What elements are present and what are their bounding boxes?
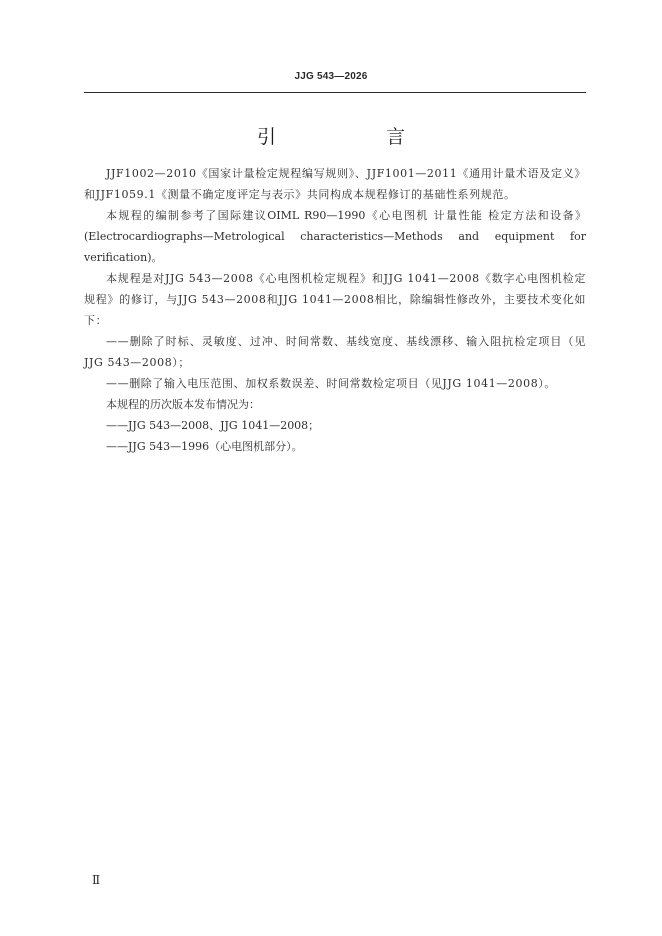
header-rule xyxy=(84,92,586,93)
list-item-history-1: ——JJG 543—2008、JJG 1041—2008； xyxy=(106,419,320,432)
document-code-header: JJG 543—2026 xyxy=(294,71,368,82)
paragraph-revision: 本规程是对JJG 543—2008《心电图机检定规程》和JJG 1041—2008《数字心电图机检定规程》的修订，与JJG 543—2008和JJG 1041—2008相比，除编辑性修改外，主要技术变化如下： xyxy=(84,272,586,327)
body-text xyxy=(84,163,586,457)
paragraph-history: 本规程的历次版本发布情况为： xyxy=(106,398,260,411)
page-number: Ⅱ xyxy=(92,873,101,887)
list-item-change-2: ——删除了输入电压范围、加权系数误差、时间常数检定项目（见JJG 1041—2008）。 xyxy=(106,377,556,390)
page-title: 引 言 xyxy=(256,126,458,148)
paragraph-references: JJF1002—2010《国家计量检定规程编写规则》、JJF1001—2011《通用计量术语及定义》和JJF1059.1《测量不确定度评定与表示》共同构成本规程修订的基础性系列规范。 xyxy=(84,167,586,201)
list-item-history-2: ——JJG 543—1996（心电图机部分）。 xyxy=(106,440,303,453)
paragraph-oiml-reference: 本规程的编制参考了国际建议OIML R90—1990《心电图机 计量性能 检定方法和设备》(Electrocardiographs—Metrological characteristics—Methods and equipment for verification)。 xyxy=(84,209,586,264)
list-item-change-1: ——删除了时标、灵敏度、过冲、时间常数、基线宽度、基线漂移、输入阻抗检定项目（见JJG 543—2008）； xyxy=(84,335,586,369)
